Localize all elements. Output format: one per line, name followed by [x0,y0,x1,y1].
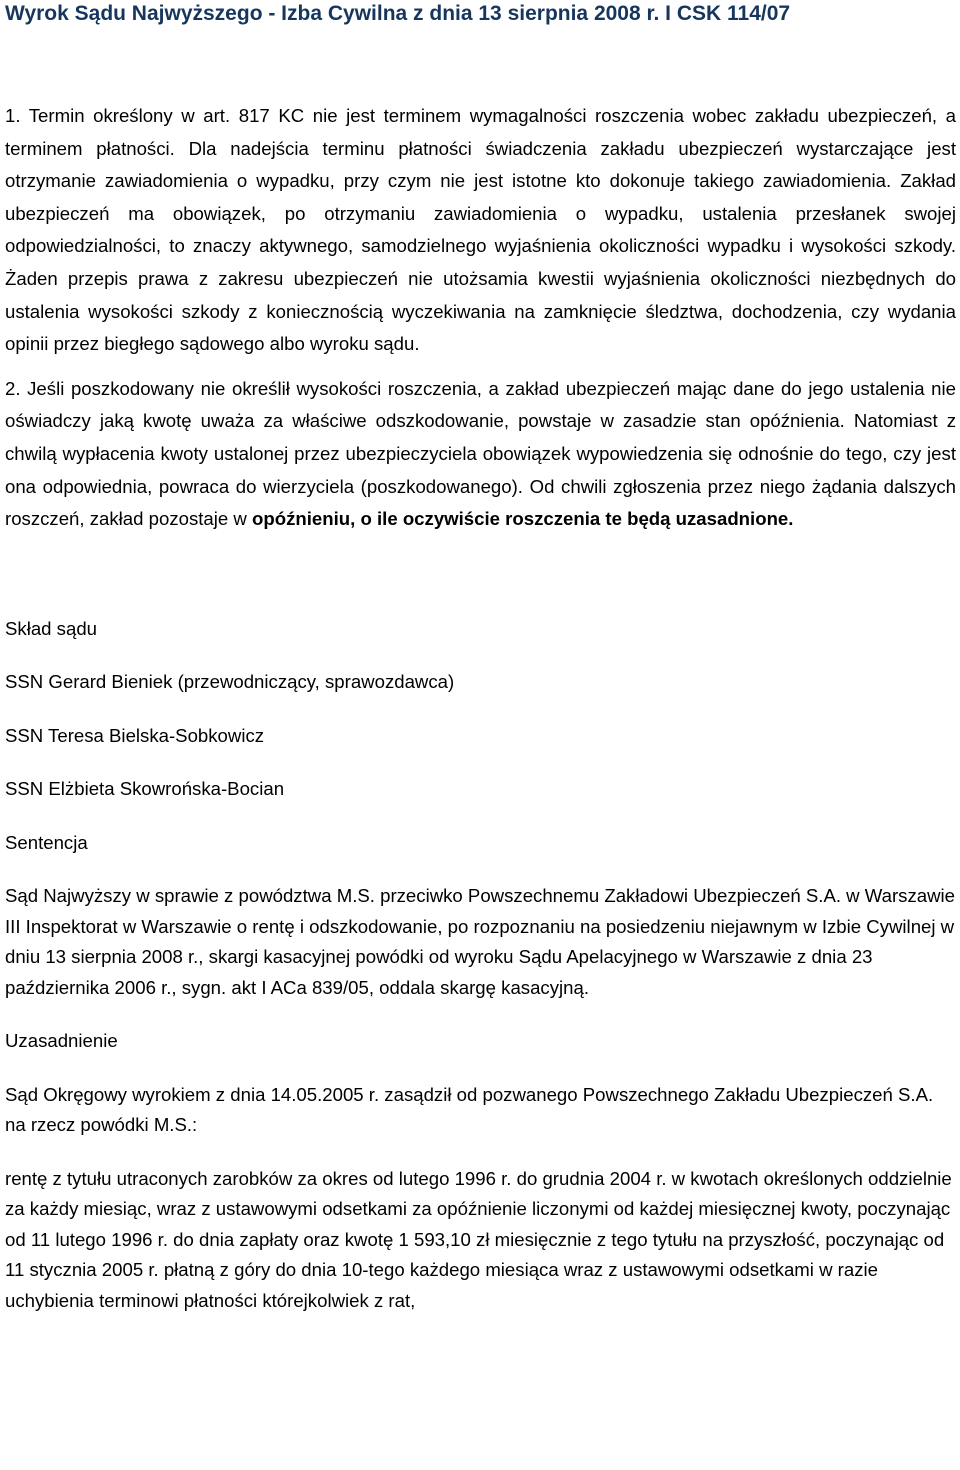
thesis-2-regular-text: 2. Jeśli poszkodowany nie określił wysokości roszczenia, a zakład ubezpieczeń mając dane do jego ustalenia nie oświadczy jaką kwotę uważa za właściwe odszkodowanie, powstaje w zasadzie stan opóźnienia. Natomiast z chwilą wypłacenia kwoty ustalonej przez ubezpieczyciela obowiązek wypowiedzenia się odnośnie do tego, czy jest ona odpowiednia, powraca do wierzyciela (poszkodowanego). Od chwili zgłoszenia przez niego żądania dalszych roszczeń, zakład pozostaje w [5,377,956,530]
thesis-2-bold-text: opóźnieniu, o ile oczywiście roszczenia te będą uzasadnione. [252,508,794,530]
thesis-2-paragraph [5,373,956,536]
sentence-label: Sentencja [5,831,88,853]
sentence-text: Sąd Najwyższy w sprawie z powództwa M.S. przeciwko Powszechnemu Zakładowi Ubezpieczeń S.A. w Warszawie III Inspektorat w Warszawie o rentę i odszkodowanie, po rozpoznaniu na posiedzeniu niejawnym w Izbie Cywilnej w dniu 13 sierpnia 2008 r., skargi kasacyjnej powódki od wyroku Sądu Apelacyjnego w Warszawie z dnia 23 października 2006 r., sygn. akt I ACa 839/05, oddala skargę kasacyjną. [5,885,956,998]
court-member-1: SSN Gerard Bieniek (przewodniczący, sprawozdawca) [5,671,455,693]
document-header-title: Wyrok Sądu Najwyższego - Izba Cywilna z dnia 13 sierpnia 2008 r. I CSK 114/07 [5,2,791,25]
court-member-3: SSN Elżbieta Skowrońska-Bocian [5,778,285,800]
thesis-1-paragraph: 1. Termin określony w art. 817 KC nie jest terminem wymagalności roszczenia wobec zakładu ubezpieczeń, a terminem płatności. Dla nadejścia terminu płatności świadczenia zakładu ubezpieczeń wystarczające jest otrzymanie zawiadomienia o wypadku, przy czym nie jest istotne kto dokonuje takiego zawiadomienia. Zakład ubezpieczeń ma obowiązek, po otrzymaniu zawiadomienia o wypadku, ustalenia przesłanek swojej odpowiedzialności, to znaczy aktywnego, samodzielnego wyjaśnienia okoliczności wypadku i wysokości szkody. Żaden przepis prawa z zakresu ubezpieczeń nie utożsamia kwestii wyjaśnienia okoliczności niezbędnych do ustalenia wysokości szkody z koniecznością wyczekiwania na zamknięcie śledztwa, dochodzenia, czy wydania opinii przez biegłego sądowego albo wyroku sądu. [5,105,956,355]
justification-label: Uzasadnienie [5,1030,118,1052]
justification-paragraph-1: Sąd Okręgowy wyrokiem z dnia 14.05.2005 r. zasądził od pozwanego Powszechnego Zakładu Ubezpieczeń S.A. na rzecz powódki M.S.: [5,1083,934,1136]
court-member-2: SSN Teresa Bielska-Sobkowicz [5,724,265,746]
justification-paragraph-2: rentę z tytułu utraconych zarobków za okres od lutego 1996 r. do grudnia 2004 r. w kwotach określonych oddzielnie za każdy miesiąc, wraz z ustawowymi odsetkami za opóźnienie liczonymi od każdej miesięcznej kwoty, poczynając od 11 lutego 1996 r. do dnia zapłaty oraz kwotę 1 593,10 zł miesięcznie z tego tytułu na przyszłość, poczynając od 11 stycznia 2005 r. płatną z góry do dnia 10-tego każdego miesiąca wraz z ustawowymi odsetkami w razie uchybienia terminowi płatności którejkolwiek z rat, [5,1167,952,1311]
court-composition-label: Skład sądu [5,617,97,639]
